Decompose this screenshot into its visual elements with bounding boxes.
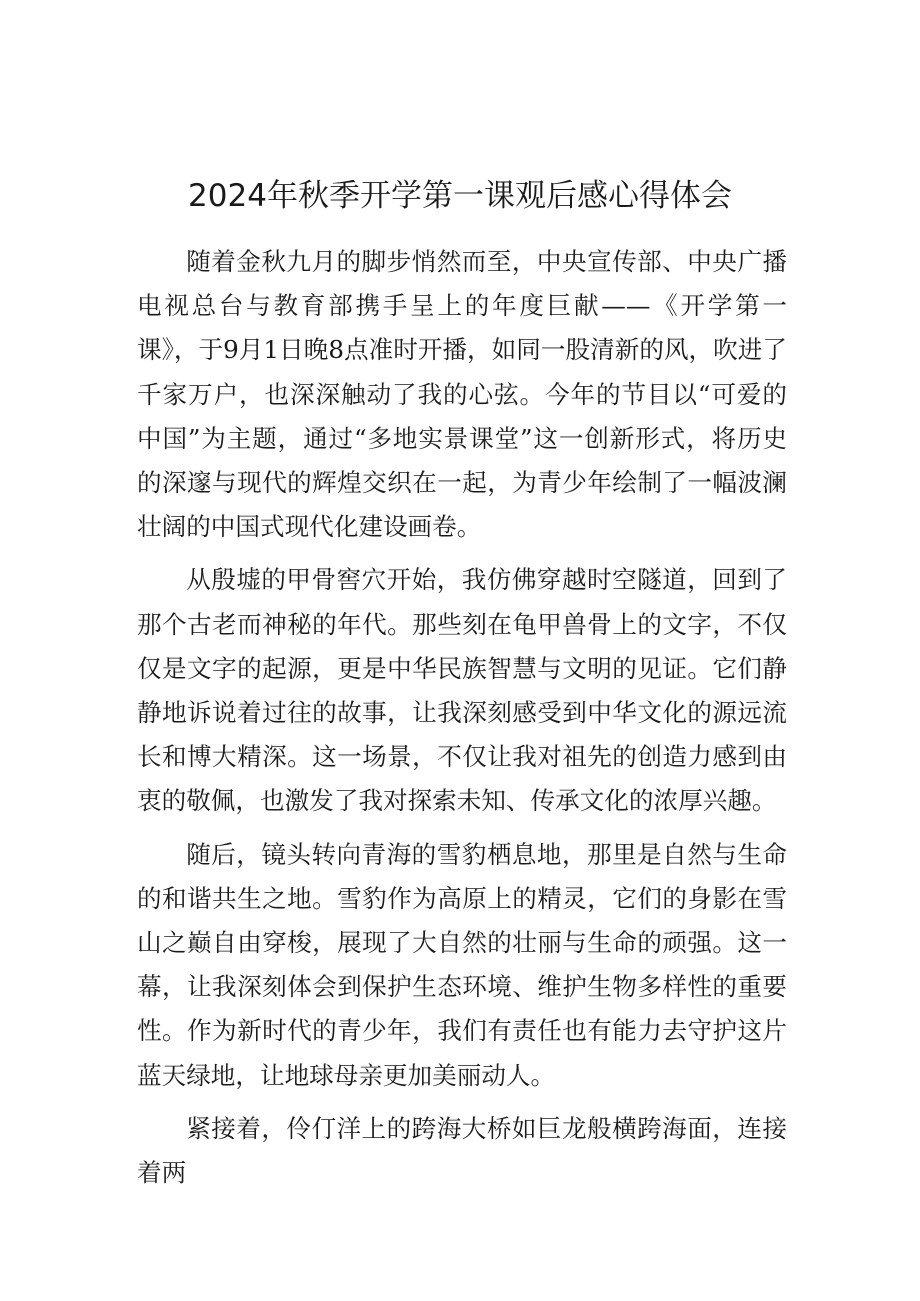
document-title: 2024年秋季开学第一课观后感心得体会 bbox=[188, 178, 732, 214]
paragraph-2: 从殷墟的甲骨窖穴开始，我仿佛穿越时空隧道，回到了那个古老而神秘的年代。那些刻在龟甲兽骨上的文字，不仅仅是文字的起源，更是中华民族智慧与文明的见证。它们静静地诉说着过往的故事，让我深刻感受到中华文化的源远流长和博大精深。这一场景，不仅让我对祖先的创造力感到由衷的敬佩，也激发了我对探索未知、传承文化的浓厚兴趣。 bbox=[137, 565, 787, 816]
document-body bbox=[137, 240, 787, 1204]
paragraph-3: 随后，镜头转向青海的雪豹栖息地，那里是自然与生命的和谐共生之地。雪豹作为高原上的精灵，它们的身影在雪山之巅自由穿梭，展现了大自然的壮丽与生命的顽强。这一幕，让我深刻体会到保护生态环境、维护生物多样性的重要性。作为新时代的青少年，我们有责任也有能力去守护这片蓝天绿地，让地球母亲更加美丽动人。 bbox=[137, 839, 787, 1090]
paragraph-4: 紧接着，伶仃洋上的跨海大桥如巨龙般横跨海面，连接着两 bbox=[137, 1113, 787, 1188]
paragraph-1: 随着金秋九月的脚步悄然而至，中央宣传部、中央广播电视总台与教育部携手呈上的年度巨献——《开学第一课》，于9月1日晚8点准时开播，如同一股清新的风，吹进了千家万户，也深深触动了我的心弦。今年的节目以“可爱的中国”为主题，通过“多地实景课堂”这一创新形式，将历史的深邃与现代的辉煌交织在一起，为青少年绘制了一幅波澜壮阔的中国式现代化建设画卷。 bbox=[137, 247, 787, 542]
